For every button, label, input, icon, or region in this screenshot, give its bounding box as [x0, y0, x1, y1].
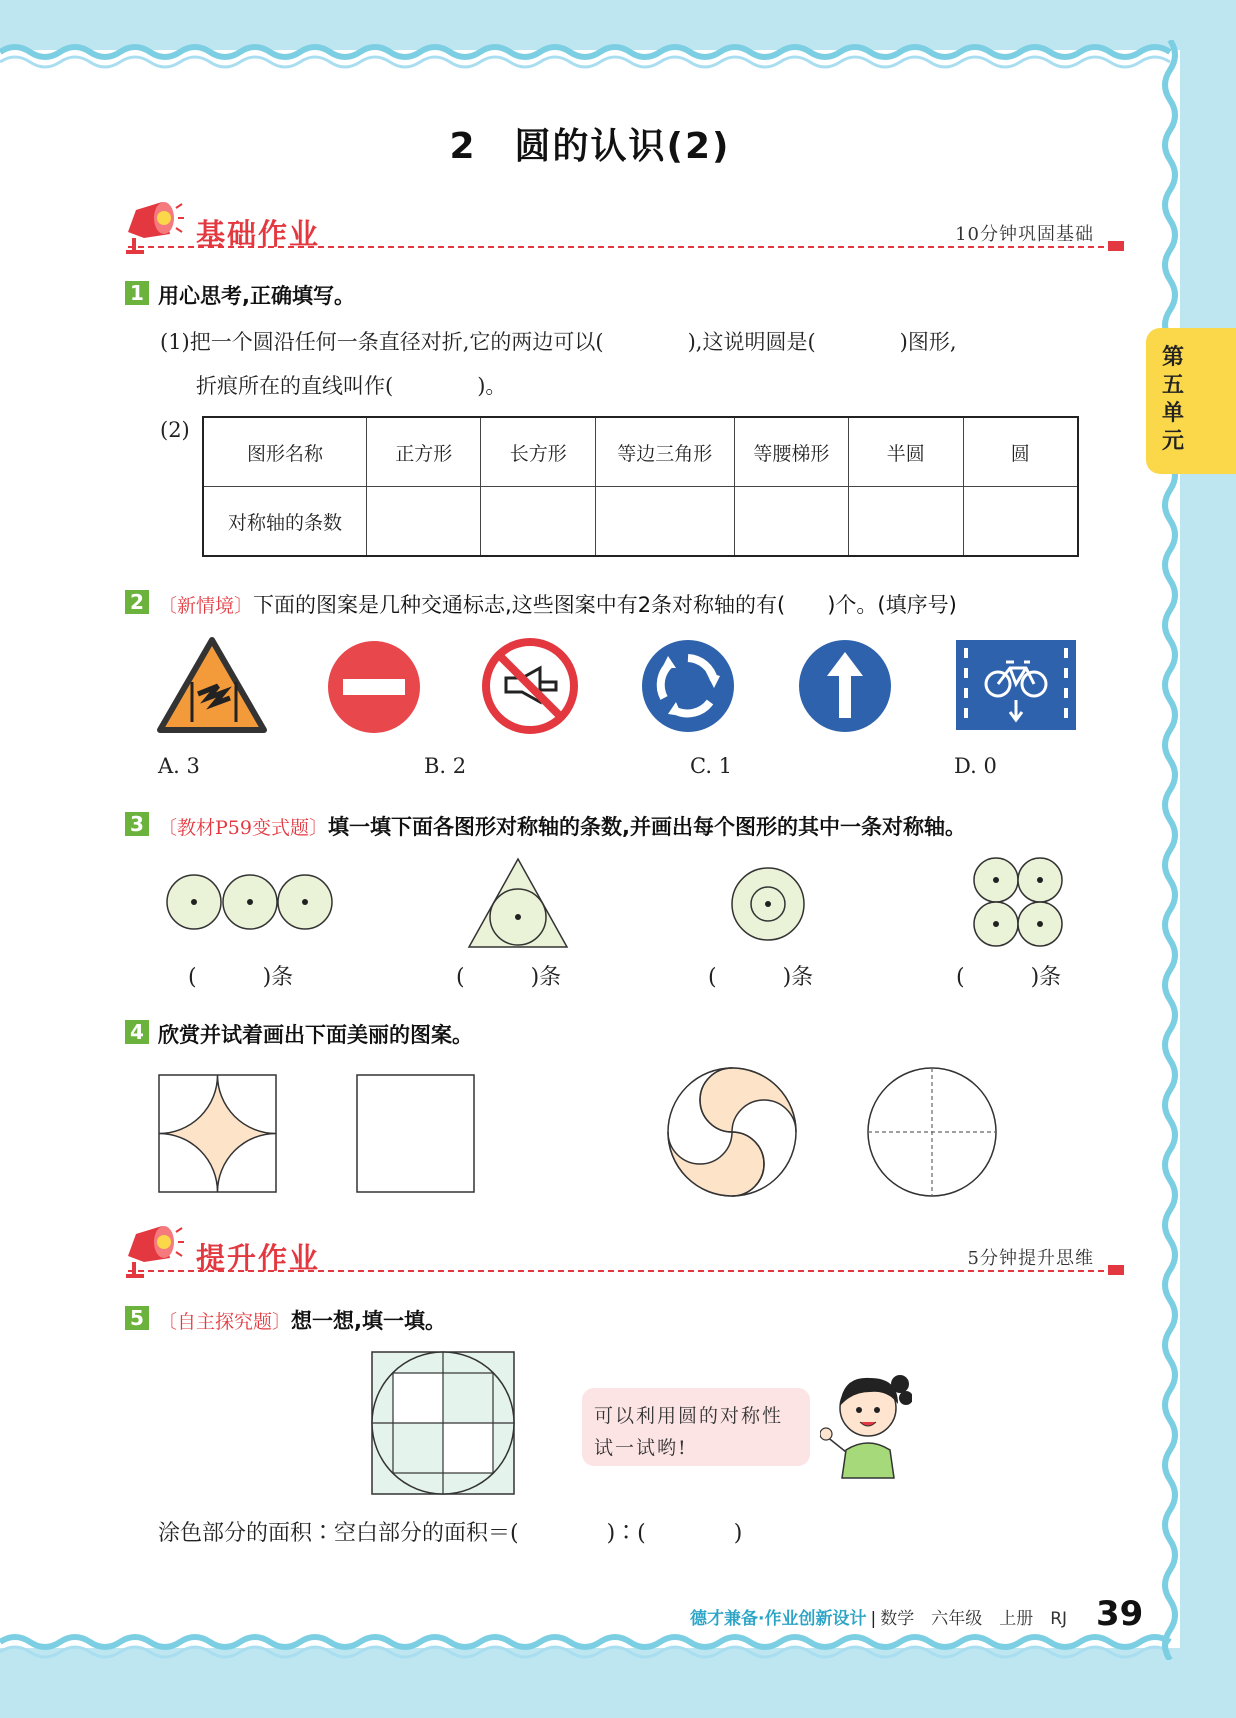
- bubble-line: 可以利用圆的对称性: [594, 1405, 784, 1427]
- section-divider: [128, 1270, 1124, 1272]
- bicycle-lane-sign-icon: [954, 638, 1078, 732]
- table-cell: 等边三角形: [595, 417, 734, 487]
- swirl-circle-pattern: [666, 1066, 798, 1198]
- answer-cell[interactable]: [734, 487, 848, 557]
- answer-cell[interactable]: [595, 487, 734, 557]
- question-number: 1: [125, 281, 149, 305]
- q1-part1-line1: (1)把一个圆沿任何一条直径对折,它的两边可以( ),这说明圆是( )图形,: [160, 330, 957, 354]
- answer-cell[interactable]: [849, 487, 963, 557]
- question-prompt: 欣赏并试着画出下面美丽的图案。: [158, 1023, 473, 1047]
- question-prompt: 用心思考,正确填写。: [158, 284, 355, 308]
- answer-blank[interactable]: ( )条: [956, 965, 1062, 990]
- top-wave-border: [0, 22, 1236, 82]
- bottom-wave-border: [0, 1620, 1236, 1680]
- question-tag: 〔自主探究题〕: [158, 1311, 292, 1333]
- question-number: 2: [125, 590, 149, 614]
- answer-cell[interactable]: [481, 487, 595, 557]
- question-number: 3: [125, 812, 149, 836]
- table-cell: 正方形: [367, 417, 481, 487]
- question-line: [158, 811, 966, 841]
- option-b[interactable]: B. 2: [424, 754, 467, 778]
- question-line: [158, 589, 957, 619]
- bubble-line: 试一试哟!: [594, 1437, 688, 1459]
- symmetry-axis-table: [202, 416, 1079, 557]
- table-cell: 等腰梯形: [734, 417, 848, 487]
- answer-blank[interactable]: ( )条: [456, 965, 562, 990]
- page-title: 2 圆的认识(2): [449, 126, 731, 167]
- roundabout-sign-icon: [638, 636, 738, 736]
- footer-brand: 德才兼备·作业创新设计: [690, 1609, 867, 1629]
- page-number: 39: [1096, 1594, 1144, 1634]
- hint-speech-bubble: [582, 1388, 810, 1466]
- girl-mascot-illustration: [820, 1364, 912, 1480]
- question-number: 4: [125, 1020, 149, 1044]
- question-prompt: 填一填下面各图形对称轴的条数,并画出每个图形的其中一条对称轴。: [327, 815, 966, 839]
- straight-ahead-sign-icon: [795, 636, 895, 736]
- table-header-row: [203, 417, 1078, 487]
- no-entry-sign-icon: [325, 638, 423, 736]
- table-cell: 半圆: [849, 417, 963, 487]
- question-tag: 〔教材P59变式题〕: [158, 817, 328, 839]
- basic-section-header: [122, 198, 1124, 268]
- section-label: 基础作业: [196, 217, 321, 251]
- question-prompt: 想一想,填一填。: [291, 1309, 446, 1333]
- table-cell: 圆: [963, 417, 1078, 487]
- section-time-hint: 10分钟巩固基础: [955, 224, 1094, 245]
- circle-in-triangle-shape: [466, 856, 570, 950]
- table-cell: 图形名称: [203, 417, 367, 487]
- answer-cell[interactable]: [963, 487, 1078, 557]
- four-circles-shape: [972, 856, 1066, 950]
- section-label: 提升作业: [196, 1241, 321, 1275]
- star-in-square-pattern: [158, 1074, 278, 1194]
- three-circles-shape: [164, 872, 336, 932]
- answer-blank[interactable]: ( )条: [188, 965, 294, 990]
- q1-part1-line2: 折痕所在的直线叫作( )。: [196, 374, 507, 398]
- question-line: [158, 1305, 446, 1335]
- divider-endcap: [1108, 1265, 1124, 1275]
- circle-square-grid-figure: [370, 1350, 516, 1496]
- right-wave-border: [1150, 40, 1190, 1660]
- divider-endcap: [1108, 241, 1124, 251]
- option-a[interactable]: A. 3: [158, 754, 200, 778]
- concentric-circles-shape: [730, 866, 806, 942]
- no-horn-sign-icon: [480, 636, 580, 736]
- question-number: 5: [125, 1306, 149, 1330]
- dashed-circle-drawing-area[interactable]: [866, 1066, 998, 1198]
- section-time-hint: 5分钟提升思维: [967, 1248, 1094, 1269]
- section-divider: [128, 246, 1124, 248]
- warning-triangle-sign-icon: [156, 636, 268, 734]
- table-cell: 长方形: [481, 417, 595, 487]
- question-prompt: 下面的图案是几种交通标志,这些图案中有2条对称轴的有( )个。(填序号): [253, 593, 957, 617]
- table-row: [203, 487, 1078, 557]
- unit-tab-label: 第五单元: [1161, 345, 1184, 454]
- option-c[interactable]: C. 1: [690, 754, 733, 778]
- advanced-section-header: [122, 1222, 1124, 1292]
- answer-blank[interactable]: ( )条: [708, 965, 814, 990]
- page-footer: 德才兼备·作业创新设计 | 数学 六年级 上册 RJ: [690, 1609, 1068, 1629]
- table-cell: 对称轴的条数: [203, 487, 367, 557]
- footer-info: 数学 六年级 上册 RJ: [880, 1609, 1068, 1629]
- option-d[interactable]: D. 0: [954, 754, 997, 778]
- q1-part2-label: (2): [160, 418, 190, 442]
- question-tag: 〔新情境〕: [158, 595, 254, 617]
- empty-drawing-square[interactable]: [356, 1074, 476, 1194]
- answer-cell[interactable]: [367, 487, 481, 557]
- area-ratio-formula[interactable]: 涂色部分的面积∶空白部分的面积＝( )∶( ): [158, 1521, 743, 1546]
- unit-side-tab: [1146, 328, 1236, 474]
